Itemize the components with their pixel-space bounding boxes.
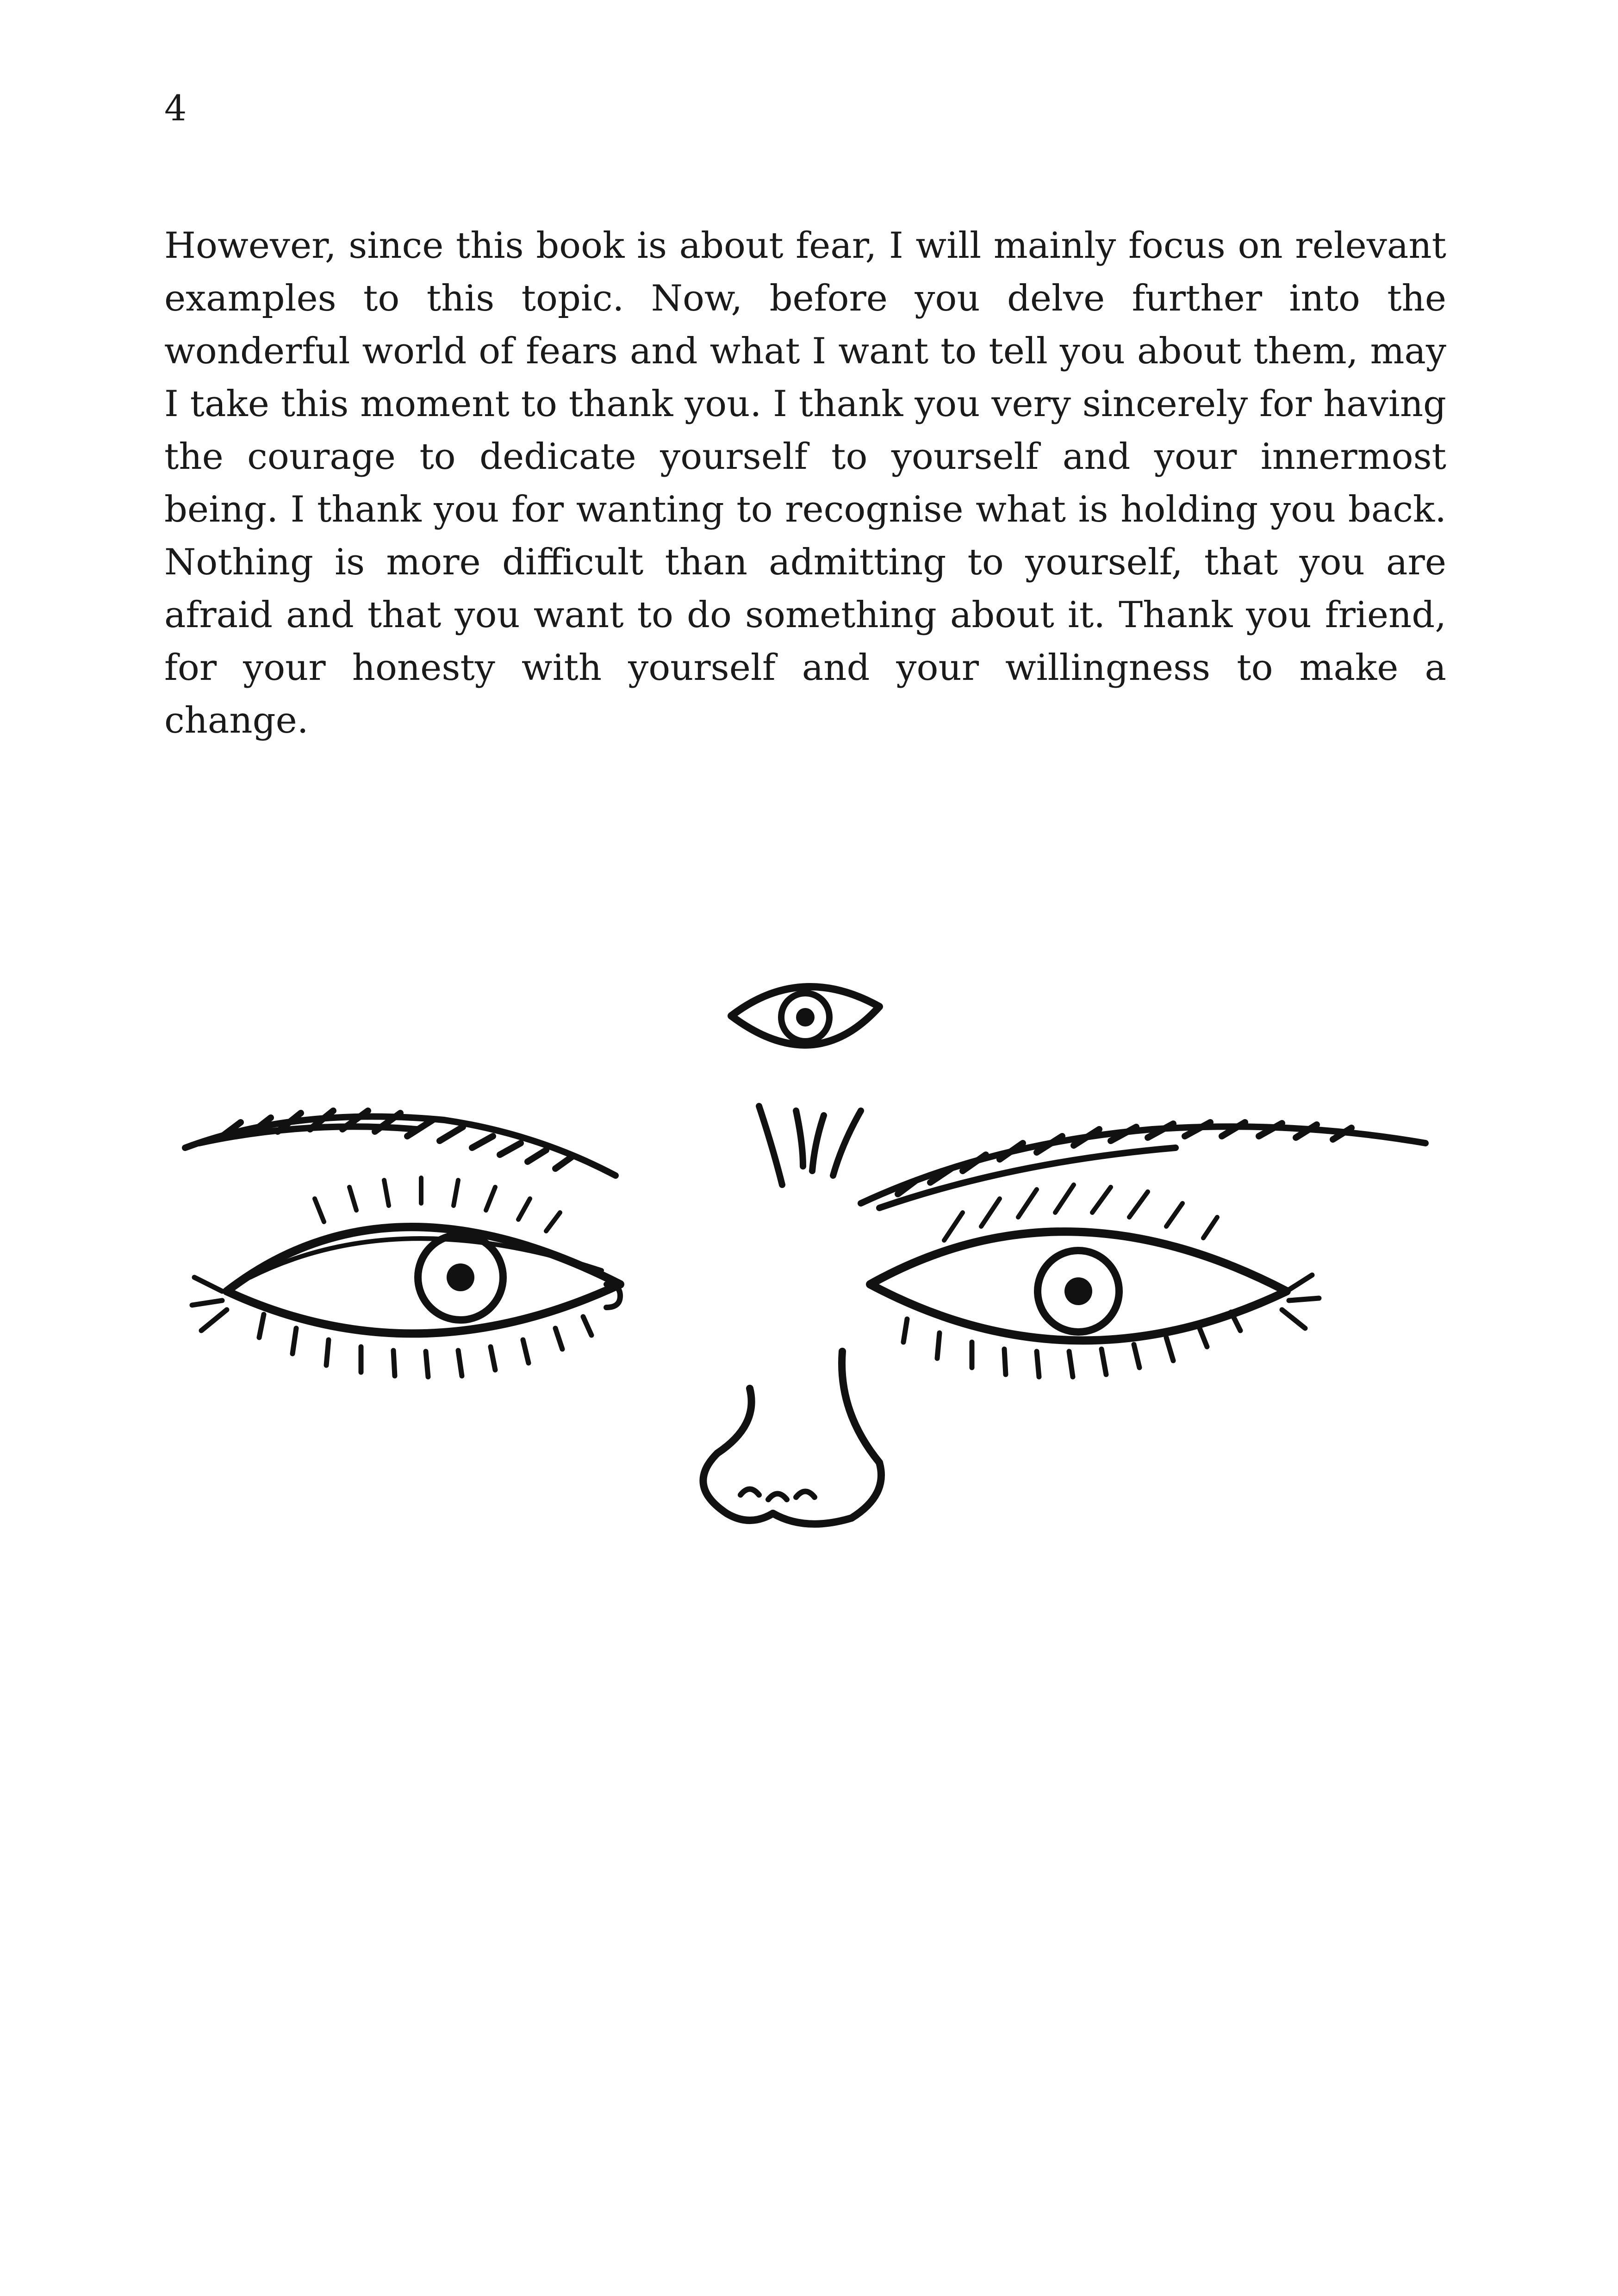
right-eye: [870, 1185, 1319, 1377]
nose: [703, 1351, 881, 1524]
left-eyebrow: [185, 1111, 616, 1176]
body-paragraph: However, since this book is about fear, I will mainly focus on relevant examples to this topic. Now, before you delve further into the wonderful world of fears and what I want to tell you about them, may I take this moment to thank you. I thank you very sincerely for having the courage to dedicate yourself to yourself and your innermost being. I thank you for wanting to recognise what is holding you back. Nothing is more difficult than admitting to yourself, that you are afraid and that you want to do something about it. Thank you friend, for your honesty with yourself and your willingness to make a change.: [164, 225, 1446, 741]
left-eye: [192, 1178, 620, 1377]
page-number: 4: [164, 87, 187, 129]
third-eye: [731, 987, 879, 1045]
brow-wrinkles: [759, 1106, 861, 1185]
three-eyed-face-drawing: [157, 926, 1453, 1611]
